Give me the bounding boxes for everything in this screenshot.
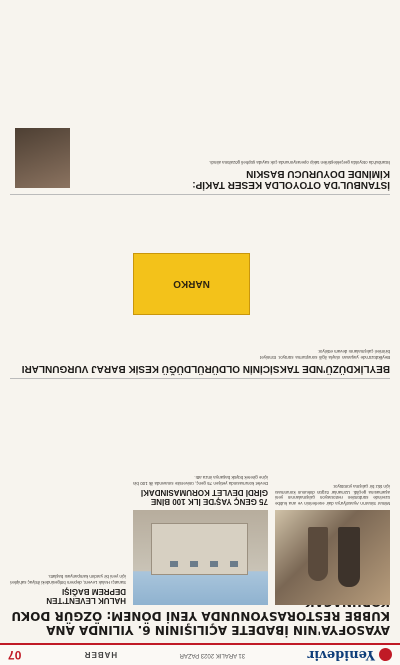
advertisement (133, 253, 250, 315)
third-body: İstanbul'da otoyolda gerçekleştirilen takip operasyonunda çok sayıda şüpheli gözaltına alındı. (209, 160, 390, 165)
lead-column (275, 484, 390, 605)
photo-window (190, 561, 198, 567)
middle-headline: 75 GENÇ YAŞ'DE İLK 100 BİNE GİRDİ DEVLET KORUMASINDAKİ (140, 488, 268, 506)
side-column (10, 574, 126, 605)
photo-window (170, 561, 178, 567)
photo-window (210, 561, 218, 567)
lead-headline: AYASOFYA'NIN İBADETE AÇILIŞININ 6. YILINDA ANA KUBBE RESTORASYONUNDA YENİ DÖNEM: ÖZGÜR DOKU (11, 609, 390, 637)
photo-figure (308, 527, 328, 581)
middle-body: Devlet korumasında yetişen 75 genç, üniversite sınavında ilk 100 bin içine girerek büyük başarıya imza attı. (133, 475, 268, 486)
photo-figure (338, 527, 360, 587)
middle-column (133, 475, 268, 605)
second-headline: BEYLİKDÜZÜ'NDE TAKSİCİNİN OLDÜRÜLDÜĞÜ KESİK BARAJ VURGUNLARI (21, 363, 390, 374)
masthead-brand (307, 648, 392, 663)
ad-text: NARKO (173, 278, 210, 290)
logo-icon (379, 649, 392, 662)
second-body: Beylikdüzü'nde yaşanan olayla ilgili soruşturma sürüyor. Emniyet birimleri çalışmalarını devam ettiriyor. (260, 349, 390, 360)
brand-name: Yenidevir (307, 647, 375, 663)
building-photo (133, 510, 268, 605)
third-story (10, 159, 390, 195)
story-photo (15, 128, 70, 188)
second-story (10, 349, 390, 379)
section-label: HABER (83, 650, 118, 660)
issue-date: 31 ARALIK 2023 PAZAR (179, 652, 246, 658)
side-body: Sanatçı Haluk Levent, deprem bölgesindeki ihtiyaç sahipleri için yeni bir yardım kampanyası başlattı. (10, 574, 126, 585)
lead-photo (275, 510, 390, 605)
page-number: 07 (8, 648, 22, 662)
third-headline: İSTANBUL'DA OTOYOLDA KESER TAKİP: KİMİNDE DOYURUCU BASKIN (192, 168, 390, 190)
photo-window (230, 561, 238, 567)
photo-building (151, 523, 248, 575)
side-headline: HALUK LEVENT'TEN DEPREM BAĞIŞI (46, 587, 126, 605)
lead-body: Mimar Sinan'ın Ayasofya'ya dair eserlerinin ve ana kubbe üzerinde sürdürülen restorasyon çalışmalarının yeni aşamasına geçildi. Uzmanlar özgün dokunun korunması için titiz bir çalışma yürütüyor. (275, 484, 390, 506)
page-header (0, 643, 400, 665)
